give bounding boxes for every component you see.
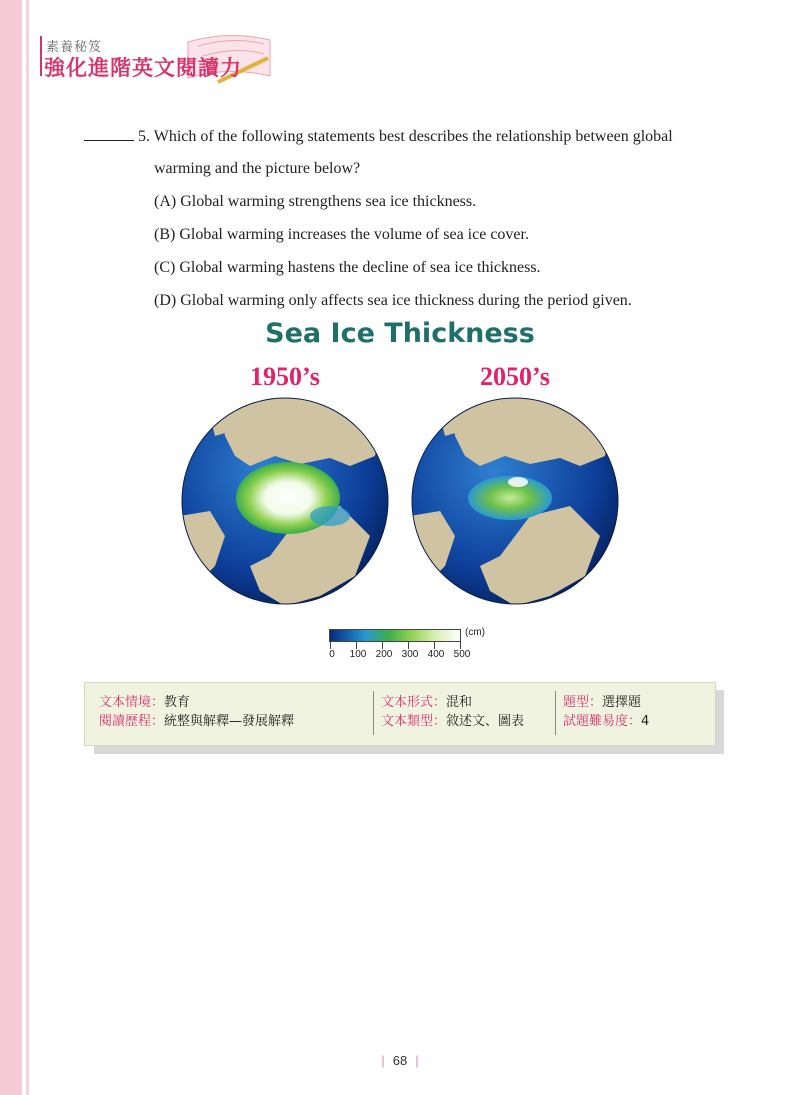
page-number	[0, 1053, 800, 1068]
page-bar-left: |	[381, 1053, 385, 1068]
info-type	[381, 712, 524, 732]
question-stem-line	[84, 126, 673, 147]
info-form	[381, 693, 472, 713]
legend-tick	[382, 641, 383, 649]
label-1950s: 1950’s	[250, 362, 320, 391]
info-process	[99, 712, 294, 732]
page-number-text: 68	[392, 1053, 408, 1068]
qtype-value: 選擇題	[602, 695, 642, 710]
type-label: 文本類型：	[381, 714, 447, 729]
legend-unit: (cm)	[465, 627, 485, 638]
form-label: 文本形式：	[381, 695, 447, 710]
legend-tick	[460, 641, 461, 649]
book-title: 強化進階英文閱讀力	[44, 56, 242, 80]
difficulty-label: 試題難易度：	[563, 714, 642, 729]
option-b: (B) Global warming increases the volume of sea ice cover.	[154, 226, 529, 243]
info-context	[99, 693, 190, 713]
answer-blank[interactable]	[84, 126, 134, 141]
type-value: 敘述文、圖表	[446, 714, 525, 729]
legend-tick-label: 0	[329, 649, 335, 660]
page-bar-right: |	[415, 1053, 419, 1068]
info-box	[84, 682, 716, 746]
context-value: 教育	[164, 695, 191, 710]
question-stem: 5. Which of the following statements best describes the relationship between global	[138, 128, 673, 145]
option-a: (A) Global warming strengthens sea ice thickness.	[154, 193, 477, 210]
legend-tick	[330, 641, 331, 649]
legend-ticks	[327, 641, 477, 661]
side-line	[26, 0, 29, 1095]
legend-tick	[434, 641, 435, 649]
legend-tick-label: 200	[375, 649, 393, 660]
legend-tick	[408, 641, 409, 649]
info-divider	[555, 691, 556, 735]
qtype-label: 題型：	[563, 695, 603, 710]
info-divider	[373, 691, 374, 735]
difficulty-value: 4	[641, 714, 650, 729]
legend-tick-label: 300	[401, 649, 419, 660]
info-qtype	[563, 693, 641, 713]
figure-title: Sea Ice Thickness	[265, 318, 535, 349]
series-title: 素養秘笈	[46, 40, 103, 55]
process-label: 閱讀歷程：	[99, 714, 165, 729]
legend-tick-label: 500	[453, 649, 471, 660]
legend-tick-label: 100	[349, 649, 367, 660]
context-label: 文本情境：	[99, 695, 165, 710]
legend-tick-label: 400	[427, 649, 445, 660]
question-stem-cont: warming and the picture below?	[154, 160, 361, 177]
globe-2050s	[410, 396, 620, 606]
legend-tick	[356, 641, 357, 649]
option-c: (C) Global warming hastens the decline of sea ice thickness.	[154, 259, 541, 276]
option-d: (D) Global warming only affects sea ice thickness during the period given.	[154, 292, 632, 309]
label-2050s: 2050’s	[480, 362, 550, 391]
process-value: 統整與解釋—發展解釋	[164, 714, 295, 729]
form-value: 混和	[446, 695, 473, 710]
globe-1950s	[180, 396, 390, 606]
info-difficulty	[563, 712, 649, 732]
side-band	[0, 0, 22, 1095]
